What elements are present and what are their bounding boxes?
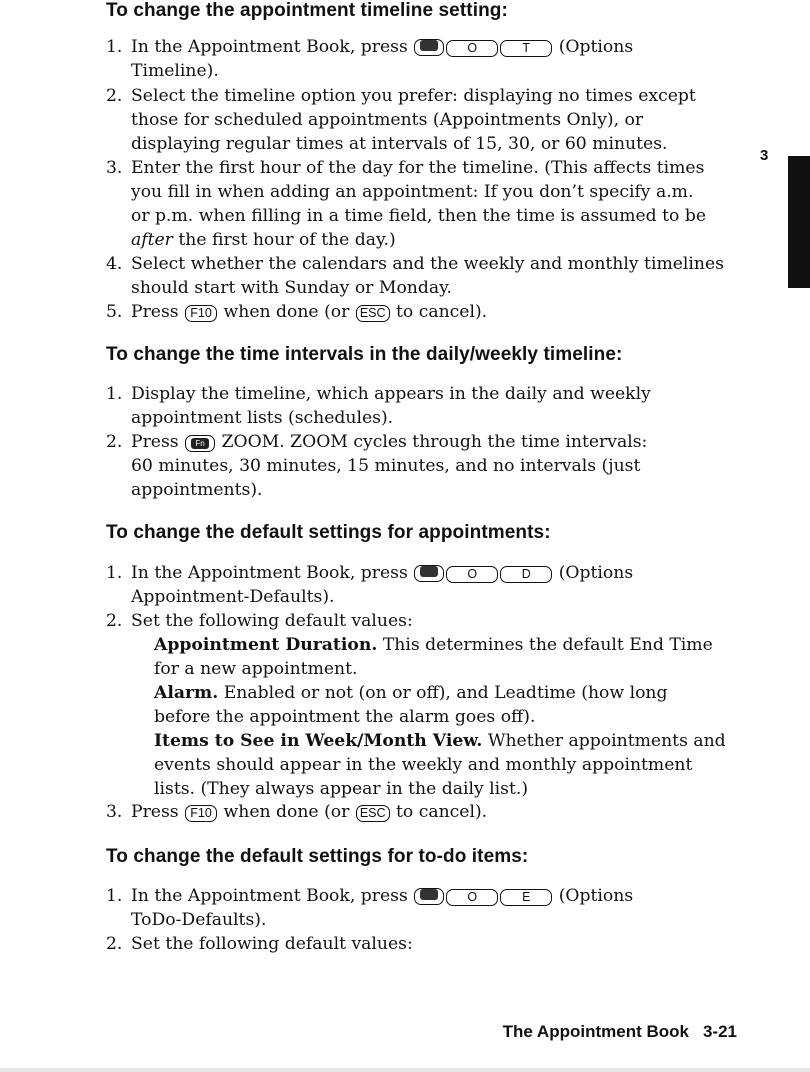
key-o: O [446, 889, 498, 906]
key-o: O [446, 40, 498, 57]
step-3-appointment-defaults: 3. Press F10 when done (or ESC to cancel). [106, 802, 488, 822]
section-heading-intervals: To change the time intervals in the daily/weekly timeline: [106, 344, 623, 365]
term-alarm: Alarm. [154, 683, 219, 703]
section-heading-timeline: To change the appointment timeline setting: [106, 0, 508, 21]
term-appointment-duration: Appointment Duration. [154, 635, 378, 655]
chapter-tab-number: 3 [760, 147, 769, 164]
page-number: 3-21 [702, 1022, 737, 1041]
key-t: T [500, 40, 552, 57]
page-bottom-edge [0, 1068, 810, 1072]
step-2-intervals: 2. Press Fn ZOOM. ZOOM cycles through the time intervals: 60 minutes, 30 minutes, 15 minutes, and no intervals (just appointments). [106, 432, 648, 500]
step-4-timeline: 4. Select whether the calendars and the weekly and monthly timelines should start with Sunday or Monday. [106, 254, 724, 298]
step-1-appointment-defaults: 1. In the Appointment Book, press O D (Options Appointment-Defaults). [106, 563, 634, 607]
step-1-intervals: 1. Display the timeline, which appears in the daily and weekly appointment lists (schedules). [106, 384, 651, 428]
menu-key-icon [414, 565, 444, 582]
page-footer [503, 1022, 737, 1042]
step-1-todo-defaults: 1. In the Appointment Book, press O E (Options ToDo-Defaults). [106, 886, 634, 930]
key-esc: ESC [356, 305, 390, 322]
key-esc: ESC [356, 805, 390, 822]
fn-key-icon: Fn [185, 435, 215, 452]
step-3-timeline: 3. Enter the first hour of the day for the timeline. (This affects times you fill in when adding an appointment: If you don’t specify a.m. or p.m. when filling in a time field, then the time is assumed to be after the first hour of the day.) [106, 158, 707, 250]
key-o: O [446, 566, 498, 583]
section-heading-todo-defaults: To change the default settings for to-do items: [106, 846, 529, 867]
step-1-timeline: 1. In the Appointment Book, press O T (Options Timeline). [106, 37, 634, 81]
step-2-timeline: 2. Select the timeline option you prefer: displaying no times except those for scheduled appointments (Appointments Only), or displaying regular times at intervals of 15, 30, or 60 minutes. [106, 86, 696, 154]
footer-title: The Appointment Book [502, 1022, 689, 1041]
step-5-timeline: 5. Press F10 when done (or ESC to cancel). [106, 302, 488, 322]
menu-key-icon [414, 888, 444, 905]
menu-key-icon [414, 39, 444, 56]
chapter-thumb-tab [788, 156, 810, 288]
step-2-appointment-defaults: 2. Set the following default values: Appointment Duration. This determines the default End Time for a new appointment. Alarm. Enabled or not (on or off), and Leadtime (how long before the appointment the alarm goes off). Items to See in Week/Month View. Whether appointments and events should appear in the weekly and monthly appointment lists. (They always appear in the daily list.) [106, 611, 726, 799]
term-items-to-see: Items to See in Week/Month View. [154, 731, 483, 751]
section-heading-appointment-defaults: To change the default settings for appointments: [106, 522, 551, 543]
step-2-todo-defaults: 2. Set the following default values: [106, 934, 413, 954]
key-f10: F10 [185, 305, 217, 322]
key-d: D [500, 566, 552, 583]
key-e: E [500, 889, 552, 906]
key-f10: F10 [185, 805, 217, 822]
